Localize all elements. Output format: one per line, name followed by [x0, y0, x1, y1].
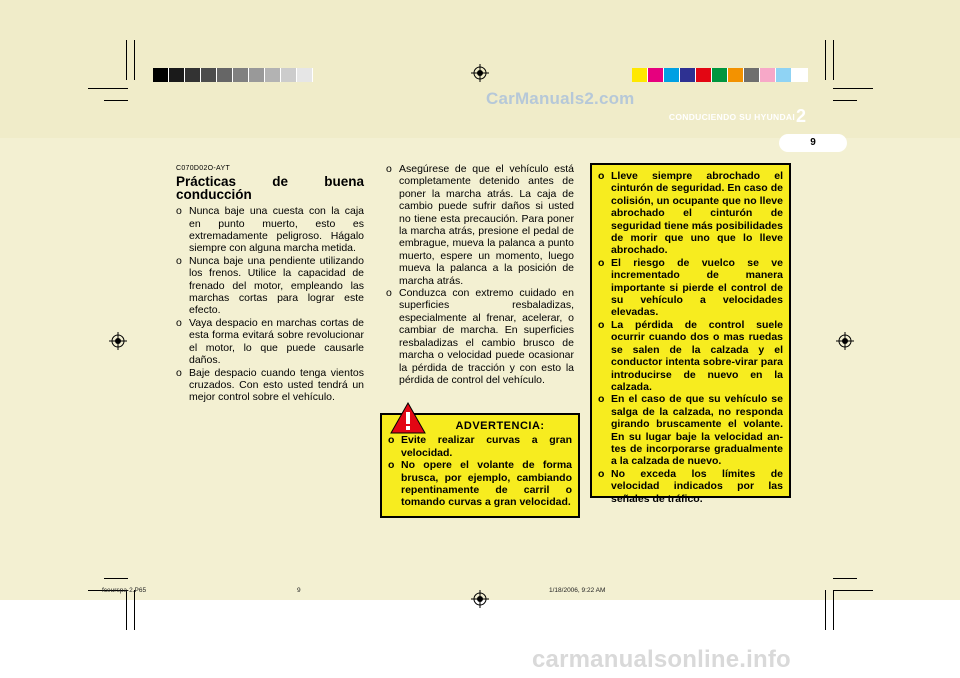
- list-item: o Baje despacio cuando tenga vientos cruzados. Con esto usted tendrá un mejor control sobre el vehículo.: [176, 367, 364, 404]
- crop-mark: [104, 100, 128, 101]
- footer-watermark[interactable]: carmanualsonline.info: [532, 646, 791, 673]
- list-item: o Evite realizar curvas a gran velocidad.: [388, 434, 572, 459]
- footer-file: fceurspa-2.P65: [102, 587, 147, 594]
- section-number: 2: [796, 106, 807, 126]
- color-swatch: [281, 68, 297, 82]
- section-code: C070D02O-AYT: [176, 165, 231, 172]
- crop-mark: [825, 40, 826, 80]
- color-swatch: [648, 68, 664, 82]
- footer-date: 1/18/2006, 9:22 AM: [549, 587, 606, 594]
- section-title: CONDUCIENDO SU HYUNDAI: [668, 112, 795, 122]
- list-item: o No opere el volante de forma brusca, por ejemplo, cambiando repentinamente de carril o tomando curvas a gran velocidad.: [388, 459, 572, 509]
- list-item: o El riesgo de vuelco se ve incrementado de manera importante si pierde el control de su vehículo a velocidades elevadas.: [598, 257, 783, 319]
- crop-mark: [833, 590, 873, 591]
- registration-mark-icon: [836, 332, 854, 350]
- crop-mark: [825, 590, 826, 630]
- list-item: o Asegúrese de que el vehículo está completamente detenido antes de poner la marcha atrás. La caja de cambio puede sufrir daños si usted no tiene esta precaución. Para poner la marcha atrás, presione el pedal de embrague, mueva la palanca a punto muerto, espere un momento, luego mueva la palanca a la posición de marcha atrás.: [386, 163, 574, 287]
- color-swatch: [792, 68, 808, 82]
- color-swatch: [760, 68, 776, 82]
- section-heading: Prácticas de buena conducción: [176, 174, 364, 202]
- color-swatch: [712, 68, 728, 82]
- list-item: o Nunca baje una cuesta con la caja en punto muerto, esto es extremadamente peligroso. Hágalo siempre con alguna marcha metida.: [176, 205, 364, 255]
- page-number: 9: [779, 134, 847, 152]
- color-swatch: [233, 68, 249, 82]
- color-swatch: [680, 68, 696, 82]
- crop-mark: [833, 590, 834, 630]
- crop-mark: [104, 578, 128, 579]
- color-swatch: [728, 68, 744, 82]
- color-swatch: [249, 68, 265, 82]
- color-swatch: [153, 68, 169, 82]
- color-swatch: [217, 68, 233, 82]
- list-item: o Nunca baje una pendiente utilizando los frenos. Utilice la capacidad de frenado del motor, empleando las marchas cortas para lograr este efecto.: [176, 255, 364, 317]
- crop-mark: [833, 100, 857, 101]
- left-list: [176, 205, 364, 404]
- list-item: o Conduzca con extremo cuidado en superficies resbaladizas, especialmente al frenar, acelerar, o cambiar de marcha. En superficies resbaladizas el cambio brusco de marcha o velocidad puede ocasionar la pérdida de tracción y con esto la pérdida de control del vehículo.: [386, 287, 574, 386]
- footer-page: 9: [297, 587, 301, 594]
- color-swatch: [632, 68, 648, 82]
- crop-mark: [134, 590, 135, 630]
- crop-mark: [833, 88, 873, 89]
- warning-list: [388, 434, 572, 508]
- color-swatch: [265, 68, 281, 82]
- color-bar: [632, 68, 808, 82]
- list-item: o Lleve siempre abrochado el cinturón de seguridad. En caso de colisión, un ocupante que no lleve abrochado el cinturón de seguridad tiene más posibilidades de morir que uno que lo lleve abrochado.: [598, 170, 783, 257]
- page-bottom-background: [0, 600, 960, 678]
- color-swatch: [169, 68, 185, 82]
- watermark[interactable]: CarManuals2.com: [486, 89, 635, 108]
- warning-title: ADVERTENCIA:: [455, 420, 545, 432]
- color-swatch: [201, 68, 217, 82]
- crop-mark: [126, 40, 127, 80]
- warning-triangle-icon: [390, 402, 426, 434]
- color-swatch: [664, 68, 680, 82]
- list-item: o En el caso de que su vehículo se salga de la calzada, no responda girando bruscamente el volante. En su lugar baje la velocidad an-tes de incorporarse gradualmente a la calzada de nuevo.: [598, 393, 783, 467]
- list-item: o Vaya despacio en marchas cortas de esta forma evitará sobre revolucionar el motor, lo que puede causarle daños.: [176, 317, 364, 367]
- left-column: [176, 163, 364, 404]
- list-item: o No exceda los límites de velocidad indicados por las señales de tráfico.: [598, 468, 783, 505]
- color-swatch: [776, 68, 792, 82]
- middle-list: [386, 163, 574, 386]
- grayscale-bar: [153, 68, 313, 82]
- color-swatch: [696, 68, 712, 82]
- safety-list: [598, 170, 783, 505]
- registration-mark-icon: [471, 64, 489, 82]
- crop-mark: [126, 590, 127, 630]
- crop-mark: [833, 40, 834, 80]
- safety-box: [590, 163, 791, 505]
- crop-mark: [833, 578, 857, 579]
- registration-mark-icon: [109, 332, 127, 350]
- color-swatch: [297, 68, 313, 82]
- list-item: o La pérdida de control suele ocurrir cuando dos o mas ruedas se salen de la calzada y el conductor intenta sobre-virar para introducirse de nuevo en la calzada.: [598, 319, 783, 393]
- color-swatch: [744, 68, 760, 82]
- crop-mark: [134, 40, 135, 80]
- registration-mark-icon: [471, 590, 489, 608]
- color-swatch: [185, 68, 201, 82]
- middle-column: [386, 163, 574, 386]
- crop-mark: [88, 88, 128, 89]
